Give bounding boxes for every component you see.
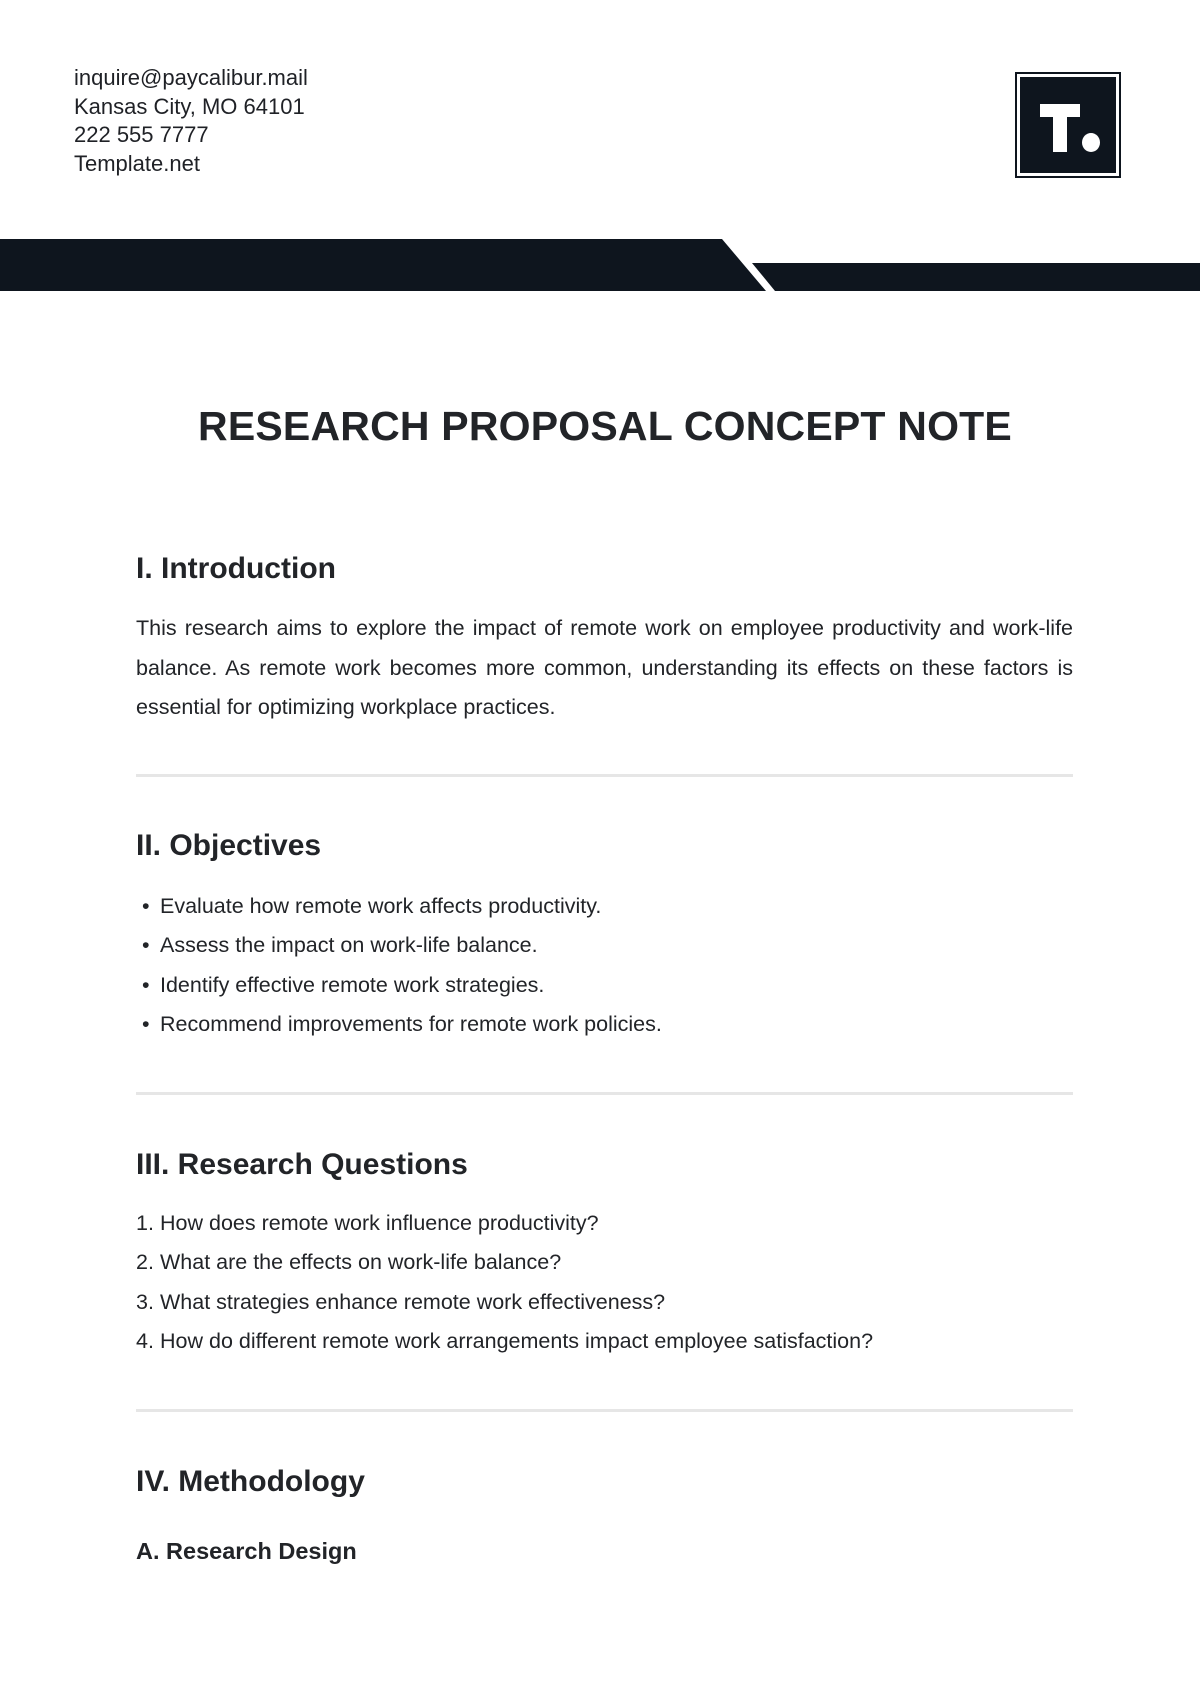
subheading-research-design: A. Research Design bbox=[136, 1538, 357, 1564]
company-logo bbox=[1015, 72, 1121, 178]
header-band-right bbox=[752, 263, 1200, 291]
list-item: • Identify effective remote work strategies. bbox=[136, 966, 1073, 1005]
list-item: • Assess the impact on work-life balance. bbox=[136, 926, 1073, 965]
divider bbox=[136, 1092, 1073, 1095]
list-item: • Evaluate how remote work affects productivity. bbox=[136, 887, 1073, 926]
section-heading-introduction: I. Introduction bbox=[136, 552, 336, 585]
contact-website: Template.net bbox=[74, 151, 200, 177]
section-heading-objectives: II. Objectives bbox=[136, 829, 322, 862]
introduction-text: This research aims to explore the impact of remote work on employee productivity and work-life balance. As remote work becomes more common, understanding its effects on these factors is essential for optimizing workplace practices. bbox=[136, 616, 1073, 719]
list-item: 3. What strategies enhance remote work effectiveness? bbox=[136, 1289, 666, 1314]
list-item: 2. What are the effects on work-life balance? bbox=[136, 1250, 562, 1275]
section-heading-research-questions: III. Research Questions bbox=[136, 1148, 468, 1181]
divider bbox=[136, 774, 1073, 777]
contact-address: Kansas City, MO 64101 bbox=[74, 93, 305, 119]
research-questions-list bbox=[136, 1204, 1073, 1361]
header-band-left bbox=[0, 239, 766, 291]
objectives-list bbox=[136, 887, 1073, 1044]
list-item: 4. How do different remote work arrangements impact employee satisfaction? bbox=[136, 1328, 874, 1353]
header-band bbox=[0, 239, 1200, 291]
list-item: 1. How does remote work influence productivity? bbox=[136, 1211, 599, 1235]
contact-info bbox=[74, 64, 308, 179]
contact-phone: 222 555 7777 bbox=[74, 122, 209, 148]
section-heading-methodology: IV. Methodology bbox=[136, 1465, 365, 1498]
list-item: • Recommend improvements for remote work policies. bbox=[136, 1005, 1073, 1044]
contact-email: inquire@paycalibur.mail bbox=[74, 65, 308, 90]
document-title: RESEARCH PROPOSAL CONCEPT NOTE bbox=[198, 403, 1012, 449]
divider bbox=[136, 1409, 1073, 1412]
logo-mark-icon bbox=[1020, 77, 1116, 173]
